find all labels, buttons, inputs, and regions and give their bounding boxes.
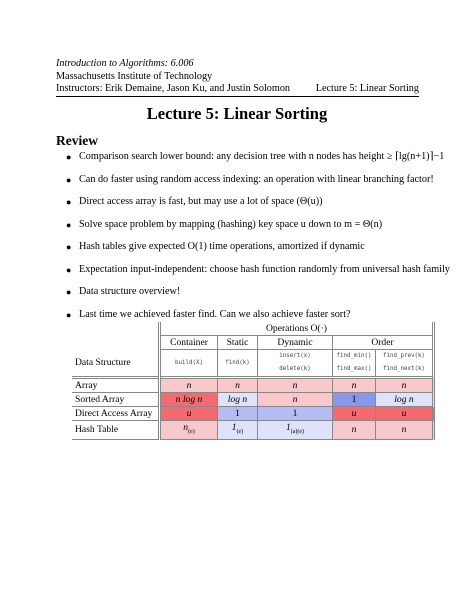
bullet-text: Last time we achieved faster find. Can we also achieve faster sort?: [79, 308, 351, 320]
operations-header: Operations O(·): [160, 322, 434, 336]
review-list: [56, 146, 450, 326]
group-container: Container: [160, 336, 218, 350]
lecture-label: Lecture 5: Linear Sorting: [315, 83, 419, 94]
course-title: Introduction to Algorithms: 6.006: [56, 58, 194, 69]
op-find-min: find_min(): [333, 350, 376, 364]
institution: Massachusetts Institute of Technology: [56, 71, 213, 82]
row-name: Sorted Array: [72, 393, 160, 407]
operations-table: [72, 322, 435, 440]
list-item: ● Data structure overview!: [66, 286, 181, 297]
bullet-text: Can do faster using random access indexing: an operation with linear branching factor!: [79, 173, 434, 185]
list-item: ● Comparison search lower bound: any decision tree with n nodes has height ≥ ⌈lg(n+1)⌉−1: [66, 151, 445, 162]
row-name: Array: [72, 378, 160, 393]
table-row: Sorted Array n log n log n n 1 log n: [72, 393, 434, 407]
op-find-max: find_max(): [333, 363, 376, 378]
page-title: Lecture 5: Linear Sorting: [146, 104, 328, 123]
section-heading: Review: [56, 133, 98, 148]
table-row: Hash Table $n_{(e)}$ $1_{(e)}$ $1_{(a)(e)}$ n n: [72, 421, 434, 440]
list-item: ● Expectation input-independent: choose hash function randomly from universal hash family: [66, 263, 450, 275]
list-item: ● Hash tables give expected O(1) time operations, amortized if dynamic: [66, 241, 365, 252]
bullet-text: Expectation input-independent: choose hash function randomly from universal hash family: [79, 263, 450, 275]
bullet-text: Data structure overview!: [79, 286, 181, 297]
op-find: find(k): [218, 350, 258, 378]
list-item: ● Last time we achieved faster find. Can we also achieve faster sort?: [66, 308, 351, 320]
row-header: Data Structure: [75, 357, 131, 369]
bullet-text: Direct access array is fast, but may use a lot of space (Θ(u)): [79, 196, 323, 207]
bullet-text: Hash tables give expected O(1) time operations, amortized if dynamic: [79, 241, 365, 252]
row-name: Direct Access Array: [72, 407, 160, 421]
bullet-text: Comparison search lower bound: any decision tree with n nodes has height ≥ ⌈lg(n+1)⌉−1: [79, 151, 445, 162]
header-rule: [56, 96, 419, 97]
bullet-text: Solve space problem by mapping (hashing) key space u down to m = Θ(n): [79, 218, 383, 230]
table-row: Direct Access Array u 1 1 u u: [72, 407, 434, 421]
op-insert: insert(x): [258, 350, 333, 364]
group-order: Order: [333, 336, 434, 350]
list-item: ● Direct access array is fast, but may use a lot of space (Θ(u)): [66, 196, 323, 207]
list-item: ● Solve space problem by mapping (hashing) key space u down to m = Θ(n): [66, 218, 383, 230]
table-row: Array n n n n n: [72, 378, 434, 393]
group-static: Static: [218, 336, 258, 350]
op-build: build(X): [160, 350, 218, 378]
op-find-prev: find_prev(k): [376, 350, 434, 364]
op-delete: delete(k): [258, 363, 333, 378]
list-item: ● Can do faster using random access indexing: an operation with linear branching factor!: [66, 173, 434, 185]
instructors: Instructors: Erik Demaine, Jason Ku, and Justin Solomon: [56, 83, 291, 94]
op-find-next: find_next(k): [376, 363, 434, 378]
group-dynamic: Dynamic: [258, 336, 333, 350]
row-name: Hash Table: [72, 421, 160, 440]
